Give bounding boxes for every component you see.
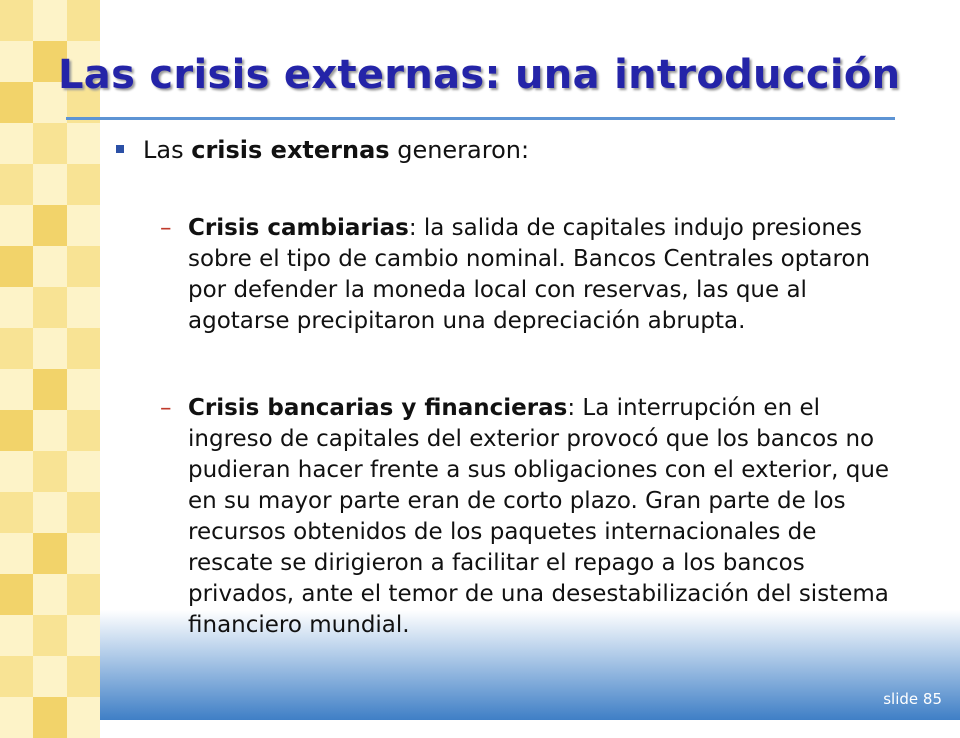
sidebar-tile: [33, 615, 66, 656]
sidebar-tile: [33, 328, 66, 369]
sidebar-tile: [33, 123, 66, 164]
sidebar-tile: [0, 697, 33, 738]
sidebar-tile: [33, 656, 66, 697]
bullet-text-post: generaron:: [389, 136, 530, 164]
sidebar-tile: [0, 451, 33, 492]
sidebar-tile: [0, 533, 33, 574]
subpoint-heading: Crisis bancarias y financieras: [188, 395, 568, 421]
sidebar-tile: [67, 615, 100, 656]
sidebar-tile: [0, 615, 33, 656]
sidebar-tile: [33, 287, 66, 328]
sidebar-tile: [67, 0, 100, 41]
sidebar-tile: [67, 205, 100, 246]
sidebar-tile: [67, 328, 100, 369]
sidebar-tile: [67, 492, 100, 533]
subpoint-crisis-cambiarias: [160, 213, 890, 337]
sidebar-tile: [0, 123, 33, 164]
sidebar-tile: [0, 492, 33, 533]
sidebar-tile: [0, 656, 33, 697]
square-bullet-icon: [116, 145, 124, 153]
sidebar-tile: [67, 123, 100, 164]
decorative-sidebar: [0, 0, 100, 720]
sidebar-tile: [33, 697, 66, 738]
sidebar-tile: [33, 533, 66, 574]
bullet-text-pre: Las: [143, 136, 192, 164]
dash-bullet-icon: –: [160, 215, 172, 241]
subpoint-body: : La interrupción en el ingreso de capitales del exterior provocó que los bancos no pudieran hacer frente a sus obligaciones con el exterior, que en su mayor parte eran de corto plazo. Gran parte de los recursos obtenidos de los paquetes internacionales de rescate se dirigieron a facilitar el repago a los bancos privados, ante el temor de una desestabilización del sistema financiero mundial.: [188, 395, 890, 638]
sidebar-tile: [0, 0, 33, 41]
subpoint-text: [188, 393, 890, 641]
sidebar-tile: [67, 451, 100, 492]
sidebar-tile: [67, 410, 100, 451]
sidebar-tile: [67, 533, 100, 574]
sidebar-tile: [67, 246, 100, 287]
main-bullet-text: [143, 136, 529, 164]
sidebar-tile: [0, 246, 33, 287]
sidebar-tile: [33, 205, 66, 246]
sidebar-tile: [33, 246, 66, 287]
sidebar-tile: [0, 41, 33, 82]
subpoint-body: : la salida de capitales indujo presiones sobre el tipo de cambio nominal. Bancos Centrales optaron por defender la moneda local con reservas, las que al agotarse precipitaron una depreciación abrupta.: [188, 215, 871, 334]
sidebar-tile: [67, 697, 100, 738]
dash-bullet-icon: –: [160, 395, 172, 421]
sidebar-tile: [33, 410, 66, 451]
sidebar-tile: [0, 574, 33, 615]
sidebar-tile: [33, 451, 66, 492]
sidebar-tile: [0, 205, 33, 246]
sidebar-tile: [67, 656, 100, 697]
subpoint-text: [188, 213, 890, 337]
sidebar-tile: [0, 82, 33, 123]
title-divider: [66, 117, 895, 120]
bullet-text-bold: crisis externas: [191, 136, 390, 164]
sidebar-tile: [67, 287, 100, 328]
sidebar-tile: [33, 574, 66, 615]
slide-number: slide 85: [883, 690, 942, 708]
main-bullet: [116, 136, 529, 164]
sidebar-tile: [0, 328, 33, 369]
sidebar-tile: [33, 369, 66, 410]
sidebar-tile: [67, 574, 100, 615]
sidebar-tile: [33, 0, 66, 41]
sidebar-tile: [67, 164, 100, 205]
sidebar-tile: [0, 287, 33, 328]
subpoint-crisis-bancarias: [160, 393, 890, 641]
sidebar-tile: [33, 492, 66, 533]
slide-title: Las crisis externas: una introducción: [58, 52, 901, 98]
sidebar-tile: [0, 369, 33, 410]
sidebar-tile: [0, 410, 33, 451]
subpoint-heading: Crisis cambiarias: [188, 215, 409, 241]
sidebar-tile: [0, 164, 33, 205]
sidebar-tile: [33, 164, 66, 205]
sidebar-tile: [67, 369, 100, 410]
